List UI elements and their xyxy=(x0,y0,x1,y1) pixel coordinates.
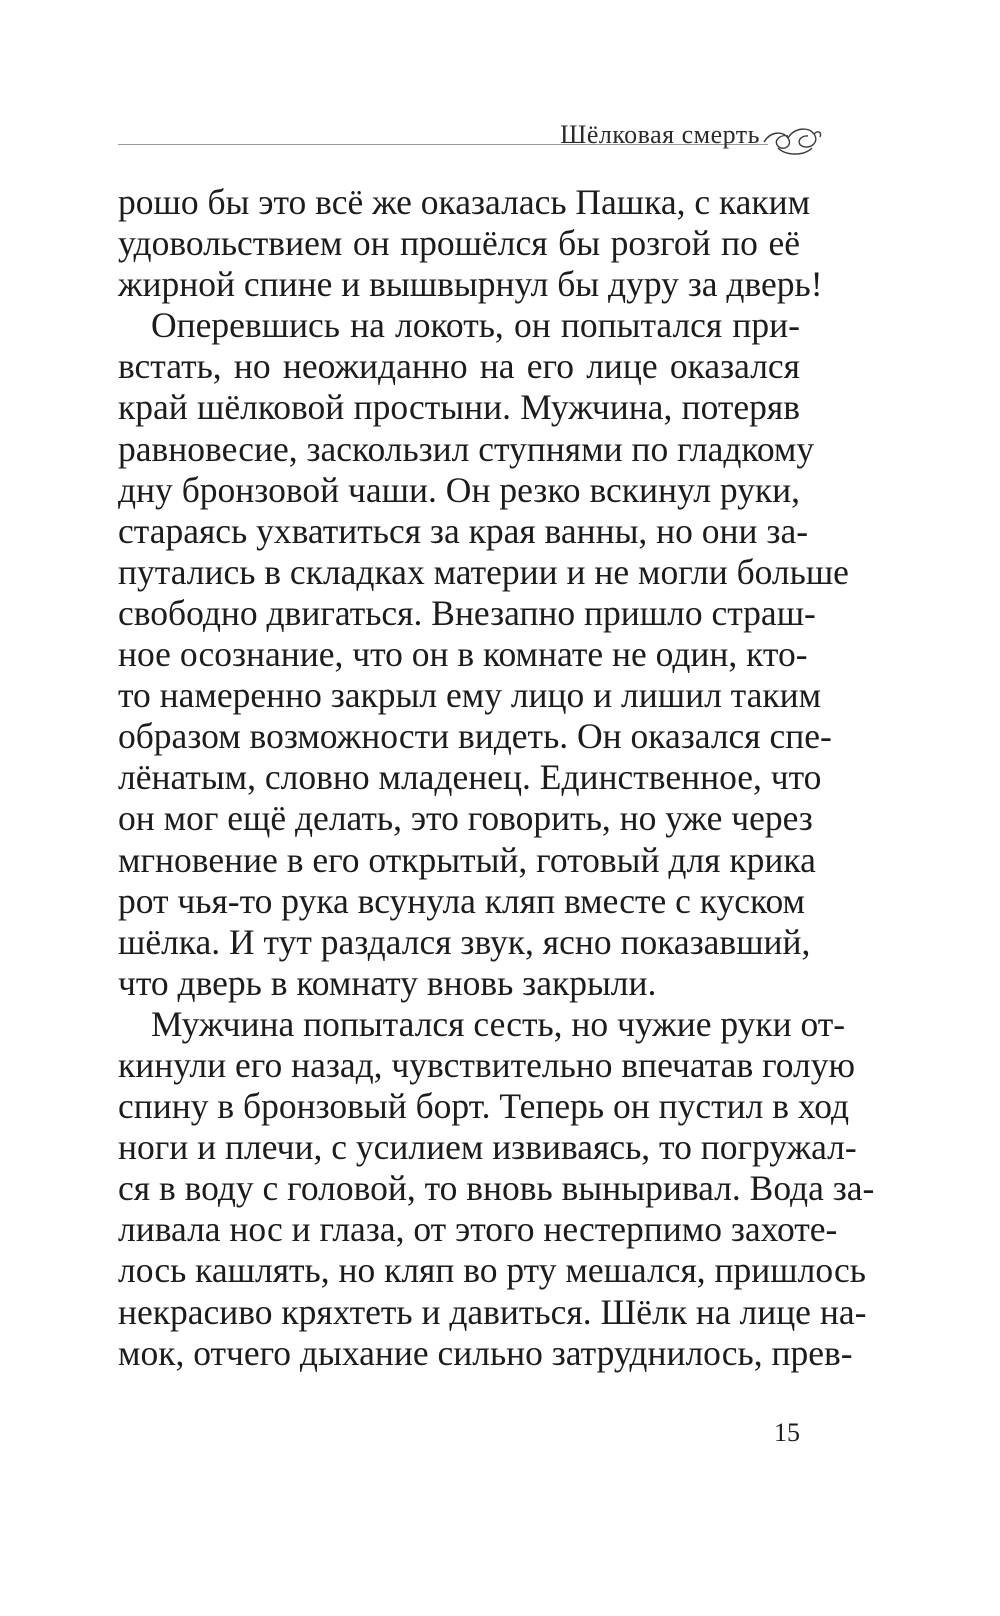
text-line: кинули его назад, чувствительно впечатав голую xyxy=(118,1044,856,1085)
swirl-ornament-icon xyxy=(760,118,824,158)
text-line: встать, но неожиданно на его лице оказался xyxy=(118,346,800,387)
body-text xyxy=(118,182,875,1374)
text-line: лось кашлять, но кляп во рту мешался, пришлось xyxy=(118,1250,866,1291)
running-header xyxy=(118,118,818,158)
text-line: мок, отчего дыхание сильно затруднилось, прев- xyxy=(118,1332,853,1373)
text-line: ся в воду с головой, то вновь выныривал. Вода за- xyxy=(118,1168,875,1209)
text-line: лёнатым, словно младенец. Единственное, что xyxy=(118,757,822,798)
text-line: путались в складках материи и не могли больше xyxy=(118,551,849,592)
text-line: удовольствием он прошёлся бы розгой по её xyxy=(118,223,800,264)
text-line: ноги и плечи, с усилием извиваясь, то погружал- xyxy=(118,1127,857,1168)
text-line: он мог ещё делать, это говорить, но уже через xyxy=(118,798,813,839)
text-line: некрасиво кряхтеть и давиться. Шёлк на лице на- xyxy=(118,1291,867,1332)
text-line: свободно двигаться. Внезапно пришло страш- xyxy=(118,592,816,633)
text-line: равновесие, заскользил ступнями по гладкому xyxy=(118,428,815,469)
text-line: образом возможности видеть. Он оказался спе- xyxy=(118,716,832,757)
text-line: Мужчина попытался сесть, но чужие руки от- xyxy=(151,1003,846,1044)
text-line: дну бронзовой чаши. Он резко вскинул руки, xyxy=(118,469,800,510)
text-line: мгновение в его открытый, готовый для крика xyxy=(118,839,816,880)
text-line: рошо бы это всё же оказалась Пашка, с каким xyxy=(118,182,811,222)
text-line: ливала нос и глаза, от этого нестерпимо захоте- xyxy=(118,1209,838,1250)
header-title: Шёлковая смерть xyxy=(560,120,760,149)
text-line: край шёлковой простыни. Мужчина, потеряв xyxy=(118,387,800,428)
text-line: спину в бронзовый борт. Теперь он пустил в ход xyxy=(118,1086,850,1127)
text-line: ное осознание, что он в комнате не один, кто- xyxy=(118,634,808,675)
text-line: стараясь ухватиться за края ванны, но они за- xyxy=(118,510,809,551)
text-line: рот чья-то рука всунула кляп вместе с куском xyxy=(118,880,805,921)
text-line: жирной спине и вышвырнул бы дуру за дверь! xyxy=(118,264,823,305)
text-line: что дверь в комнату вновь закрыли. xyxy=(118,962,657,1003)
text-line: Оперевшись на локоть, он попытался при- xyxy=(151,305,800,346)
text-line: шёлка. И тут раздался звук, ясно показавший, xyxy=(118,921,811,962)
text-line: то намеренно закрыл ему лицо и лишил таким xyxy=(118,675,822,716)
page-number: 15 xyxy=(774,1418,800,1447)
